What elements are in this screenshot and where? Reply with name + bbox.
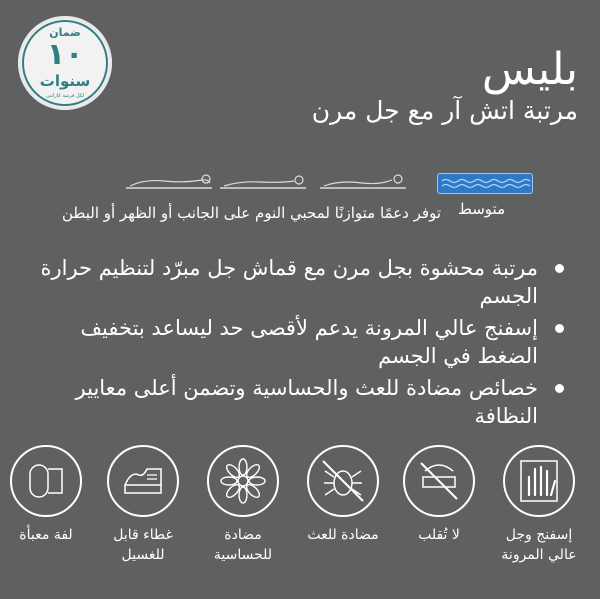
firmness-bar: [437, 173, 533, 194]
back-sleeper-icon: [218, 168, 308, 190]
no-flip-icon: [403, 445, 475, 517]
badge-small-text: لكل فرشة كارانتي: [45, 93, 85, 99]
feature-label: مضادة للحساسية: [213, 527, 273, 563]
feature-label: لا تُقلب: [418, 527, 460, 543]
wave-pattern-icon: [438, 174, 532, 193]
badge-years: سنوات: [39, 72, 91, 90]
bullet-item: مرتبة محشوة بجل مرن مع قماش جل مبرّد لتنظيم حرارة الجسم: [38, 254, 538, 310]
firmness-label: متوسط: [458, 200, 506, 218]
anti-allergy-icon: [207, 445, 279, 517]
feature-anti-allergy: [200, 445, 286, 565]
badge-top-text: ضمان: [49, 26, 81, 39]
badge-number: ١٠: [46, 37, 84, 72]
feature-label: مضادة للعث: [307, 527, 379, 543]
washable-cover-icon: [107, 445, 179, 517]
bullet-item: خصائص مضادة للعث والحساسية وتضمن أعلى معايير النظافة: [38, 374, 538, 430]
hand-foam-icon: [503, 445, 575, 517]
product-subtitle: مرتبة اتش آر مع جل مرن: [311, 96, 578, 125]
feature-no-flip: [396, 445, 482, 545]
product-title: بليس: [481, 44, 578, 95]
feature-bullet-list: [38, 254, 538, 434]
bullet-item: إسفنج عالي المرونة يدعم لأقصى حد ليساعد بتخفيف الضغط في الجسم: [38, 314, 538, 370]
warranty-badge: [18, 16, 112, 110]
feature-icons-row: [0, 445, 600, 595]
feature-anti-mite: [300, 445, 386, 545]
feature-label: إسفنج وجل عالي المرونة: [501, 527, 577, 563]
side-sleeper-icon: [318, 168, 408, 190]
sleep-support-text: توفر دعمًا متوازنًا لمحبي النوم على الجانب أو الظهر أو البطن: [62, 204, 441, 222]
feature-hand-foam: [496, 445, 582, 565]
feature-rolled-mattress: [3, 445, 89, 545]
stomach-sleeper-icon: [124, 168, 214, 190]
rolled-mattress-icon: [10, 445, 82, 517]
feature-washable-cover: [100, 445, 186, 565]
feature-label: لفة معبأة: [19, 527, 73, 543]
anti-mite-icon: [307, 445, 379, 517]
feature-label: غطاء قابل للغسيل: [113, 527, 173, 563]
